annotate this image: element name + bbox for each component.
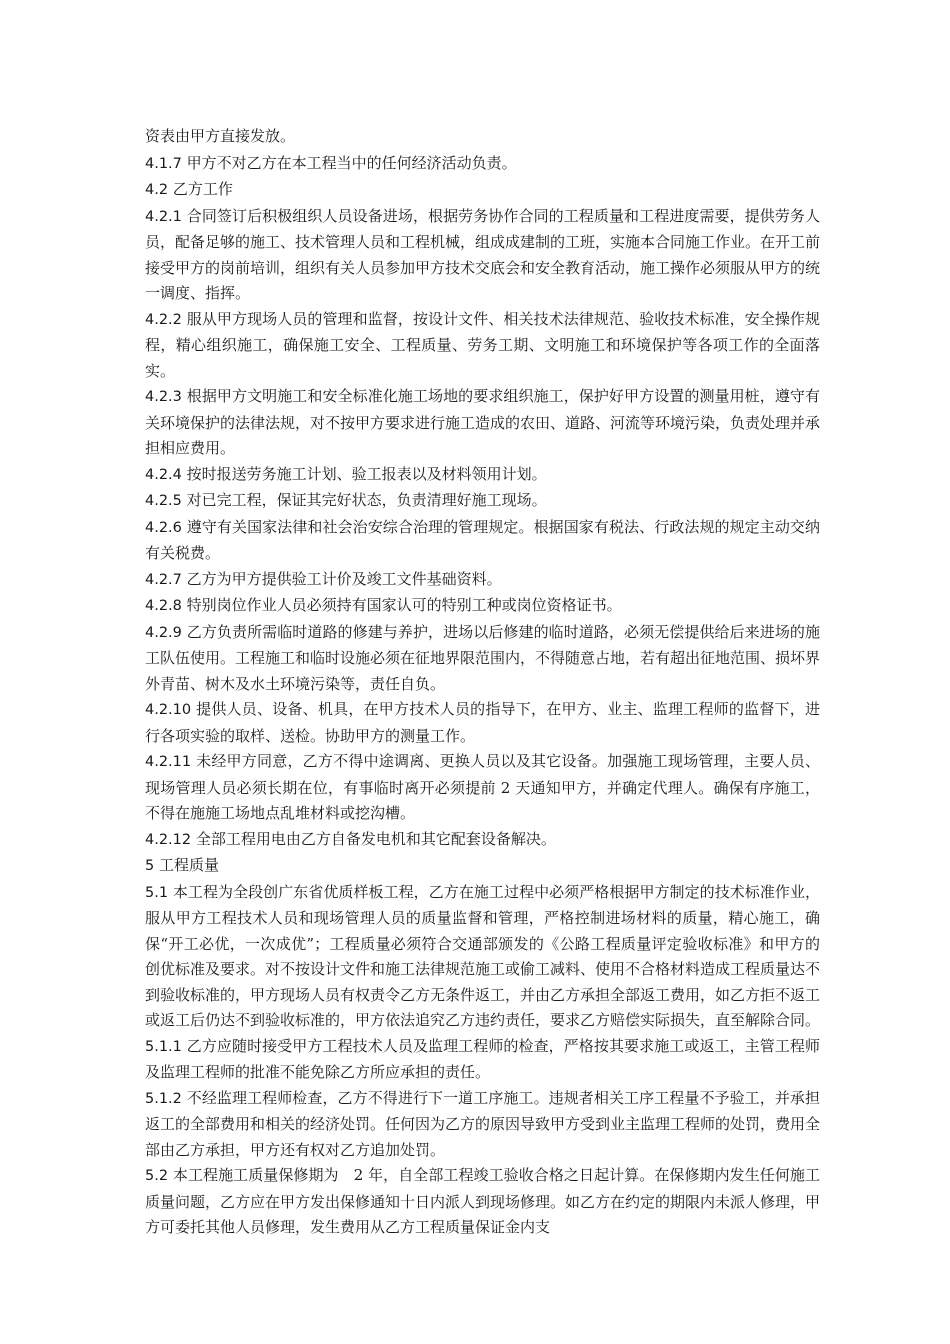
paragraph-4-2-9: 4.2.9 乙方负责所需临时道路的修建与养护，进场以后修建的临时道路，必须无偿提供给后来进场的施工队伍使用。工程施工和临时设施必须在征地界限范围内，不得随意占地，若有超出征地范围、损坏界外青苗、树木及水土环境污染等，责任自负。 bbox=[145, 622, 821, 693]
paragraph-0: 资表由甲方直接发放。 bbox=[145, 127, 296, 145]
paragraph-4-1-7: 4.1.7 甲方不对乙方在本工程当中的任何经济活动负责。 bbox=[145, 153, 517, 172]
paragraph-5-1-2: 5.1.2 不经监理工程师检查，乙方不得进行下一道工序施工。违规者相关工序工程量不予验工，并承担返工的全部费用和相关的经济处罚。任何因为乙方的原因导致甲方受到业主监理工程师的处罚，费用全部由乙方承担，甲方还有权对乙方追加处罚。 bbox=[145, 1088, 821, 1159]
paragraph-4-2-1: 4.2.1 合同签订后积极组织人员设备进场，根据劳务协作合同的工程质量和工程进度需要，提供劳务人员，配备足够的施工、技术管理人员和工程机械，组成成建制的工班，实施本合同施工作业。在开工前接受甲方的岗前培训，组织有关人员参加甲方技术交底会和安全教育活动，施工操作必须服从甲方的统一调度、指挥。 bbox=[145, 206, 821, 302]
paragraph-5-1: 5.1 本工程为全段创广东省优质样板工程，乙方在施工过程中必须严格根据甲方制定的技术标准作业，服从甲方工程技术人员和现场管理人员的质量监督和管理，严格控制进场材料的质量，精心施工，确保“开工必优，一次成优”；工程质量必须符合交通部颁发的《公路工程质量评定验收标准》和甲方的创优标准及要求。对不按设计文件和施工法律规范施工或偷工减料、使用不合格材料造成工程质量达不到验收标准的，甲方现场人员有权责令乙方无条件返工，并由乙方承担全部返工费用，如乙方拒不返工或返工后仍达不到验收标准的，甲方依法追究乙方违约责任，要求乙方赔偿实际损失，直至解除合同。 bbox=[145, 882, 821, 1029]
paragraph-4-2-10: 4.2.10 提供人员、设备、机具，在甲方技术人员的指导下，在甲方、业主、监理工程师的监督下，进行各项实验的取样、送检。协助甲方的测量工作。 bbox=[145, 700, 820, 745]
paragraph-4-2-4: 4.2.4 按时报送劳务施工计划、验工报表以及材料领用计划。 bbox=[145, 464, 547, 483]
paragraph-4-2-5: 4.2.5 对已完工程，保证其完好状态，负责清理好施工现场。 bbox=[145, 491, 547, 509]
paragraph-4-2-11: 4.2.11 未经甲方同意，乙方不得中途调离、更换人员以及其它设备。加强施工现场管理，主要人员、现场管理人员必须长期在位，有事临时离开必须提前 2 天通知甲方，并确定代理人。确保有序施工，不得在施施工场地点乱堆材料或挖沟槽。 bbox=[145, 752, 820, 822]
heading-5: 5 工程质量 bbox=[145, 856, 220, 874]
paragraph-4-2-7: 4.2.7 乙方为甲方提供验工计价及竣工文件基础资料。 bbox=[145, 569, 502, 588]
document-page bbox=[145, 124, 820, 1241]
paragraph-4-2-3: 4.2.3 根据甲方文明施工和安全标准化施工场地的要求组织施工，保护好甲方设置的测量用桩，遵守有关环境保护的法律法规，对不按甲方要求进行施工造成的农田、道路、河流等环境污染，负责处理并承担相应费用。 bbox=[145, 387, 821, 457]
paragraph-5-2: 5.2 本工程施工质量保修期为 2 年，自全部工程竣工验收合格之日起计算。在保修期内发生任何施工质量问题，乙方应在甲方发出保修通知十日内派人到现场修理。如乙方在约定的期限内未派人修理，甲方可委托其他人员修理，发生费用从乙方工程质量保证金内支 bbox=[145, 1166, 821, 1236]
paragraph-5-1-1: 5.1.1 乙方应随时接受甲方工程技术人员及监理工程师的检查，严格按其要求施工或返工，主管工程师及监理工程师的批准不能免除乙方所应承担的责任。 bbox=[145, 1036, 820, 1081]
paragraph-4-2-8: 4.2.8 特别岗位作业人员必须持有国家认可的特别工种或岗位资格证书。 bbox=[145, 596, 622, 614]
paragraph-4-2-2: 4.2.2 服从甲方现场人员的管理和监督，按设计文件、相关技术法律规范、验收技术标准，安全操作规程，精心组织施工，确保施工安全、工程质量、劳务工期、文明施工和环境保护等各项工作的全面落实。 bbox=[145, 309, 820, 380]
heading-4-2: 4.2 乙方工作 bbox=[145, 180, 233, 198]
paragraph-4-2-12: 4.2.12 全部工程用电由乙方自备发电机和其它配套设备解决。 bbox=[145, 829, 556, 848]
paragraph-4-2-6: 4.2.6 遵守有关国家法律和社会治安综合治理的管理规定。根据国家有税法、行政法规的规定主动交纳有关税费。 bbox=[145, 517, 820, 562]
